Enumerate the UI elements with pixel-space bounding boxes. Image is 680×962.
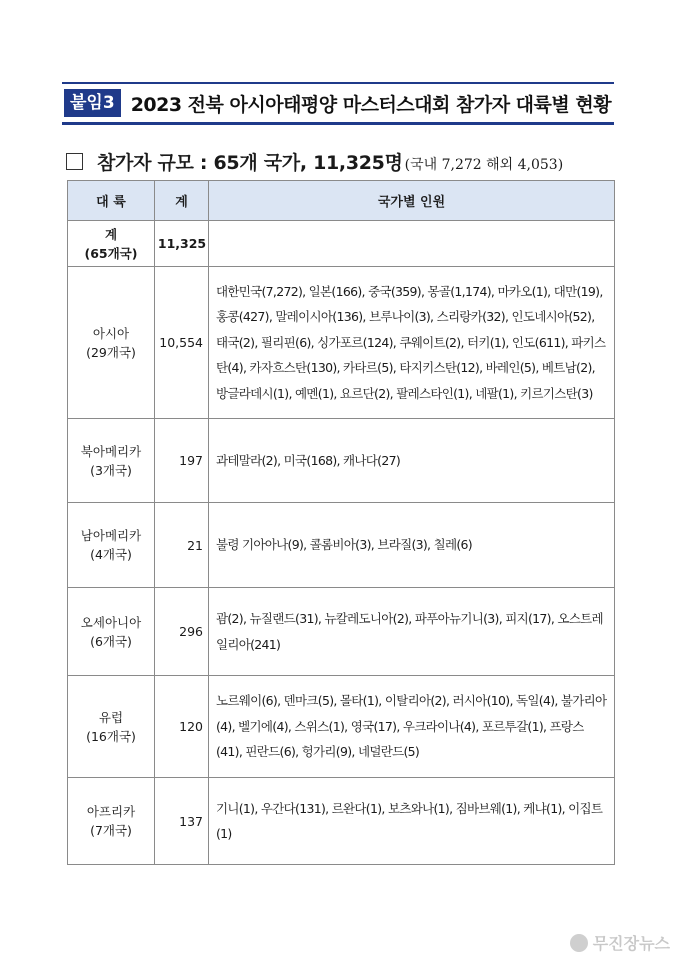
- country-list: 과테말라(2), 미국(168), 캐나다(27): [209, 419, 615, 503]
- continent-total: 197: [155, 419, 209, 503]
- document-title-bar: [62, 82, 614, 125]
- total-label-1: 계: [104, 226, 118, 242]
- participants-table: [67, 180, 615, 865]
- table-row: [68, 588, 615, 676]
- continent-country-count: (16개국): [86, 728, 136, 744]
- header-countries: 국가별 인원: [209, 181, 615, 221]
- country-list: 대한민국(7,272), 일본(166), 중국(359), 몽골(1,174), 마카오(1), 대만(19), 홍콩(427), 말레이시아(136), 브루나이(3), 스리랑카(32), 인도네시아(52), 태국(2), 필리핀(6), 싱가포르(124), 쿠웨이트(2), 터키(1), 인도(611), 파키스탄(4), 카자흐스탄(130), 카타르(5), 타지키스탄(12), 바레인(5), 베트남(2), 방글라데시(1), 예멘(1), 요르단(2), 팔레스타인(1), 네팔(1), 키르기스탄(3): [209, 267, 615, 419]
- continent-cell: [68, 778, 155, 865]
- total-label-2: (65개국): [84, 245, 138, 261]
- continent-name: 아프리카: [86, 804, 136, 819]
- table-header-row: [68, 181, 615, 221]
- checkbox-icon: [66, 153, 83, 170]
- table-row: [68, 778, 615, 865]
- continent-country-count: (29개국): [86, 344, 136, 360]
- continent-total: 120: [155, 676, 209, 778]
- continent-name: 아시아: [92, 325, 130, 341]
- continent-country-count: (7개국): [90, 823, 132, 838]
- continent-name: 북아메리카: [80, 443, 142, 459]
- watermark-logo-icon: [570, 934, 588, 952]
- attachment-tag: 붙임3: [64, 89, 121, 117]
- continent-cell: [68, 419, 155, 503]
- continent-country-count: (3개국): [90, 462, 132, 478]
- continent-name: 유럽: [98, 709, 124, 725]
- total-row: [68, 221, 615, 267]
- continent-cell: [68, 267, 155, 419]
- continent-total: 10,554: [155, 267, 209, 419]
- watermark-text: 무진장뉴스: [592, 934, 670, 953]
- continent-name: 오세아니아: [80, 614, 142, 630]
- table-row: [68, 419, 615, 503]
- continent-country-count: (4개국): [90, 547, 132, 562]
- country-list: 괌(2), 뉴질랜드(31), 뉴칼레도니아(2), 파푸아뉴기니(3), 피지(17), 오스트레일리아(241): [209, 588, 615, 676]
- continent-total: 296: [155, 588, 209, 676]
- document-title: 2023 전북 아시아태평양 마스터스대회 참가자 대륙별 현황: [130, 93, 612, 116]
- watermark: [570, 931, 670, 954]
- continent-country-count: (6개국): [90, 633, 132, 649]
- header-total: 계: [155, 181, 209, 221]
- participant-summary: [66, 148, 563, 175]
- country-list: 불령 기아아나(9), 콜롬비아(3), 브라질(3), 칠레(6): [209, 503, 615, 588]
- country-list: 기니(1), 우간다(131), 르완다(1), 보츠와나(1), 짐바브웨(1), 케냐(1), 이집트(1): [209, 778, 615, 865]
- country-list: 노르웨이(6), 덴마크(5), 몰타(1), 이탈리아(2), 러시아(10), 독일(4), 불가리아(4), 벨기에(4), 스위스(1), 영국(17), 우크라이나(4), 포르투갈(1), 프랑스(41), 핀란드(6), 헝가리(9), 네덜란드(5): [209, 676, 615, 778]
- continent-total: 21: [155, 503, 209, 588]
- summary-sub: (국내 7,272 해외 4,053): [404, 157, 564, 173]
- continent-name: 남아메리카: [80, 528, 142, 543]
- total-countries-empty: [209, 221, 615, 267]
- header-continent: 대 륙: [68, 181, 155, 221]
- continent-cell: [68, 588, 155, 676]
- continent-total: 137: [155, 778, 209, 865]
- summary-main: 참가자 규모 : 65개 국가, 11,325명: [97, 152, 403, 174]
- table-row: [68, 267, 615, 419]
- total-value: 11,325: [155, 221, 209, 267]
- table-row: [68, 503, 615, 588]
- continent-cell: [68, 503, 155, 588]
- table-row: [68, 676, 615, 778]
- total-label: [68, 221, 155, 267]
- continent-cell: [68, 676, 155, 778]
